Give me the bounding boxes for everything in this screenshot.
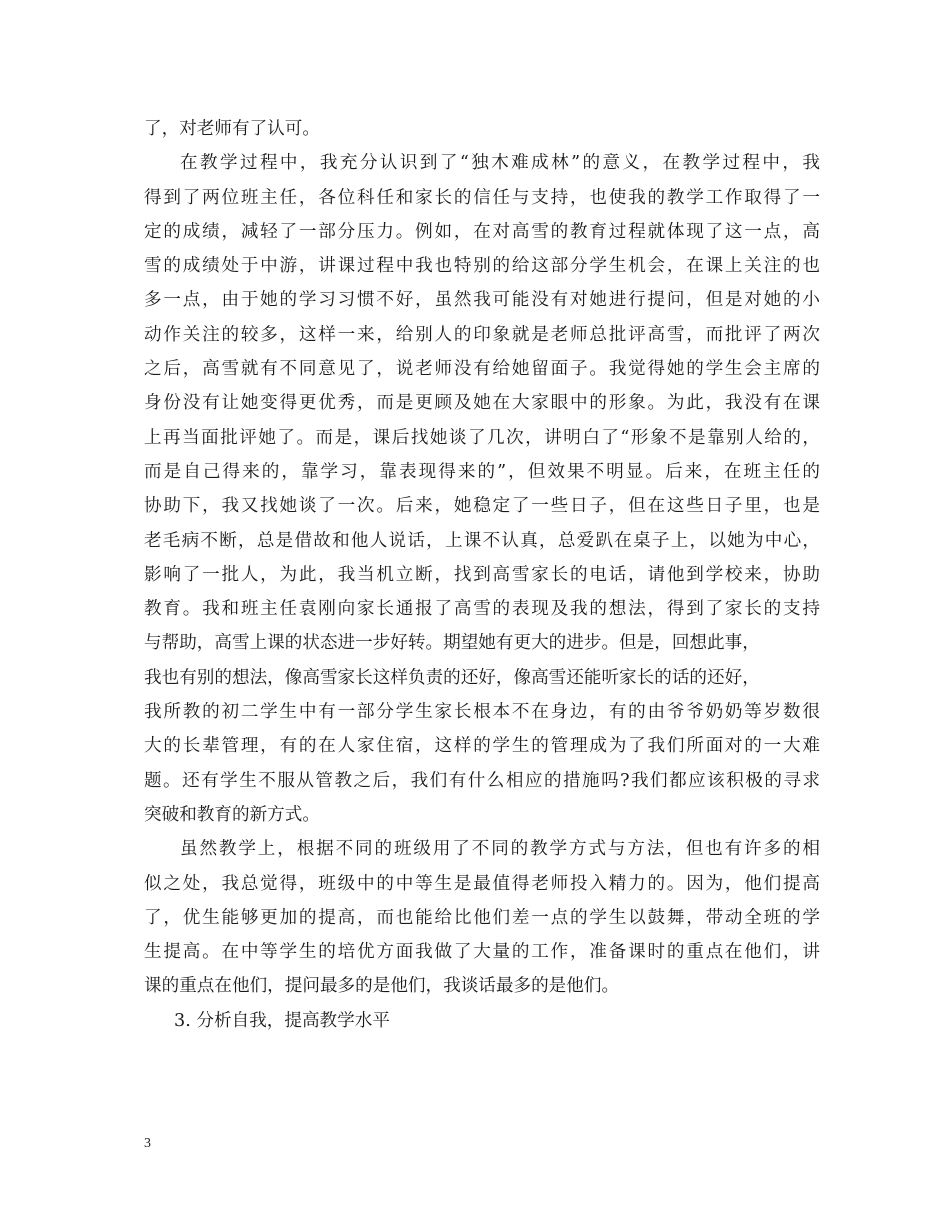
text-line: 似之处，我总觉得，班级中的中等生是最值得老师投入精力的。因为，他们提高 [144,873,820,894]
text-line: 定的成绩，减轻了一部分压力。例如，在对高雪的教育过程就体现了这一点，高 [144,221,820,242]
text-line: 得到了两位班主任，各位科任和家长的信任与支持，也使我的教学工作取得了一 [144,187,820,208]
text-line: 身份没有让她变得更优秀，而是更顾及她在大家眼中的形象。为此，我没有在课 [144,393,820,414]
text-line: 老毛病不断，总是借故和他人说话，上课不认真，总爱趴在桌子上，以她为中心， [144,530,820,551]
text-line: 我所教的初二学生中有一部分学生家长根本不在身边，有的由爷爷奶奶等岁数很 [144,702,820,723]
text-line: 突破和教育的新方式。 [144,804,320,825]
text-line: 我也有别的想法，像高雪家长这样负责的还好，像高雪还能听家长的话的还好， [144,667,760,688]
body-text [144,112,820,1038]
text-line: 之后，高雪就有不同意见了，说老师没有给她留面子。我觉得她的学生会主席的 [144,359,820,380]
text-line: 教育。我和班主任袁刚向家长通报了高雪的表现及我的想法，得到了家长的支持 [144,599,820,620]
text-line: 雪的成绩处于中游，讲课过程中我也特别的给这部分学生机会，在课上关注的也 [144,256,820,277]
text-line: 影响了一批人，为此，我当机立断，找到高雪家长的电话，请他到学校来，协助 [144,564,820,585]
page-number: 3 [144,1136,151,1151]
text-line: 与帮助，高雪上课的状态进一步好转。期望她有更大的进步。但是，回想此事， [144,633,760,654]
text-line: 大的长辈管理，有的在人家住宿，这样的学生的管理成为了我们所面对的一大难 [144,736,820,757]
text-line: 动作关注的较多，这样一来，给别人的印象就是老师总批评高雪，而批评了两次 [144,324,820,345]
text-line: 协助下，我又找她谈了一次。后来，她稳定了一些日子，但在这些日子里，也是 [144,496,820,517]
text-line: 而是自己得来的，靠学习，靠表现得来的”，但效果不明显。后来，在班主任的 [144,461,820,482]
text-line: 上再当面批评她了。而是，课后找她谈了几次，讲明白了“形象不是靠别人给的， [144,427,820,448]
text-line: 生提高。在中等学生的培优方面我做了大量的工作，准备课时的重点在他们，讲 [144,942,820,963]
text-line: 题。还有学生不服从管教之后，我们有什么相应的措施吗?我们都应该积极的寻求 [144,770,820,791]
section-heading: 3. 分析自我，提高教学水平 [174,1010,390,1031]
text-line: 了，对老师有了认可。 [144,119,320,139]
text-line: 课的重点在他们，提问最多的是他们，我谈话最多的是他们。 [144,976,620,997]
text-line: 多一点，由于她的学习习惯不好，虽然我可能没有对她进行提问，但是对她的小 [144,290,820,311]
text-line: 了，优生能够更加的提高，而也能给比他们差一点的学生以鼓舞，带动全班的学 [144,907,820,928]
text-line: 虽然教学上，根据不同的班级用了不同的教学方式与方法，但也有许多的相 [180,839,820,860]
text-line: 在教学过程中，我充分认识到了“独木难成林”的意义，在教学过程中，我 [180,153,820,174]
